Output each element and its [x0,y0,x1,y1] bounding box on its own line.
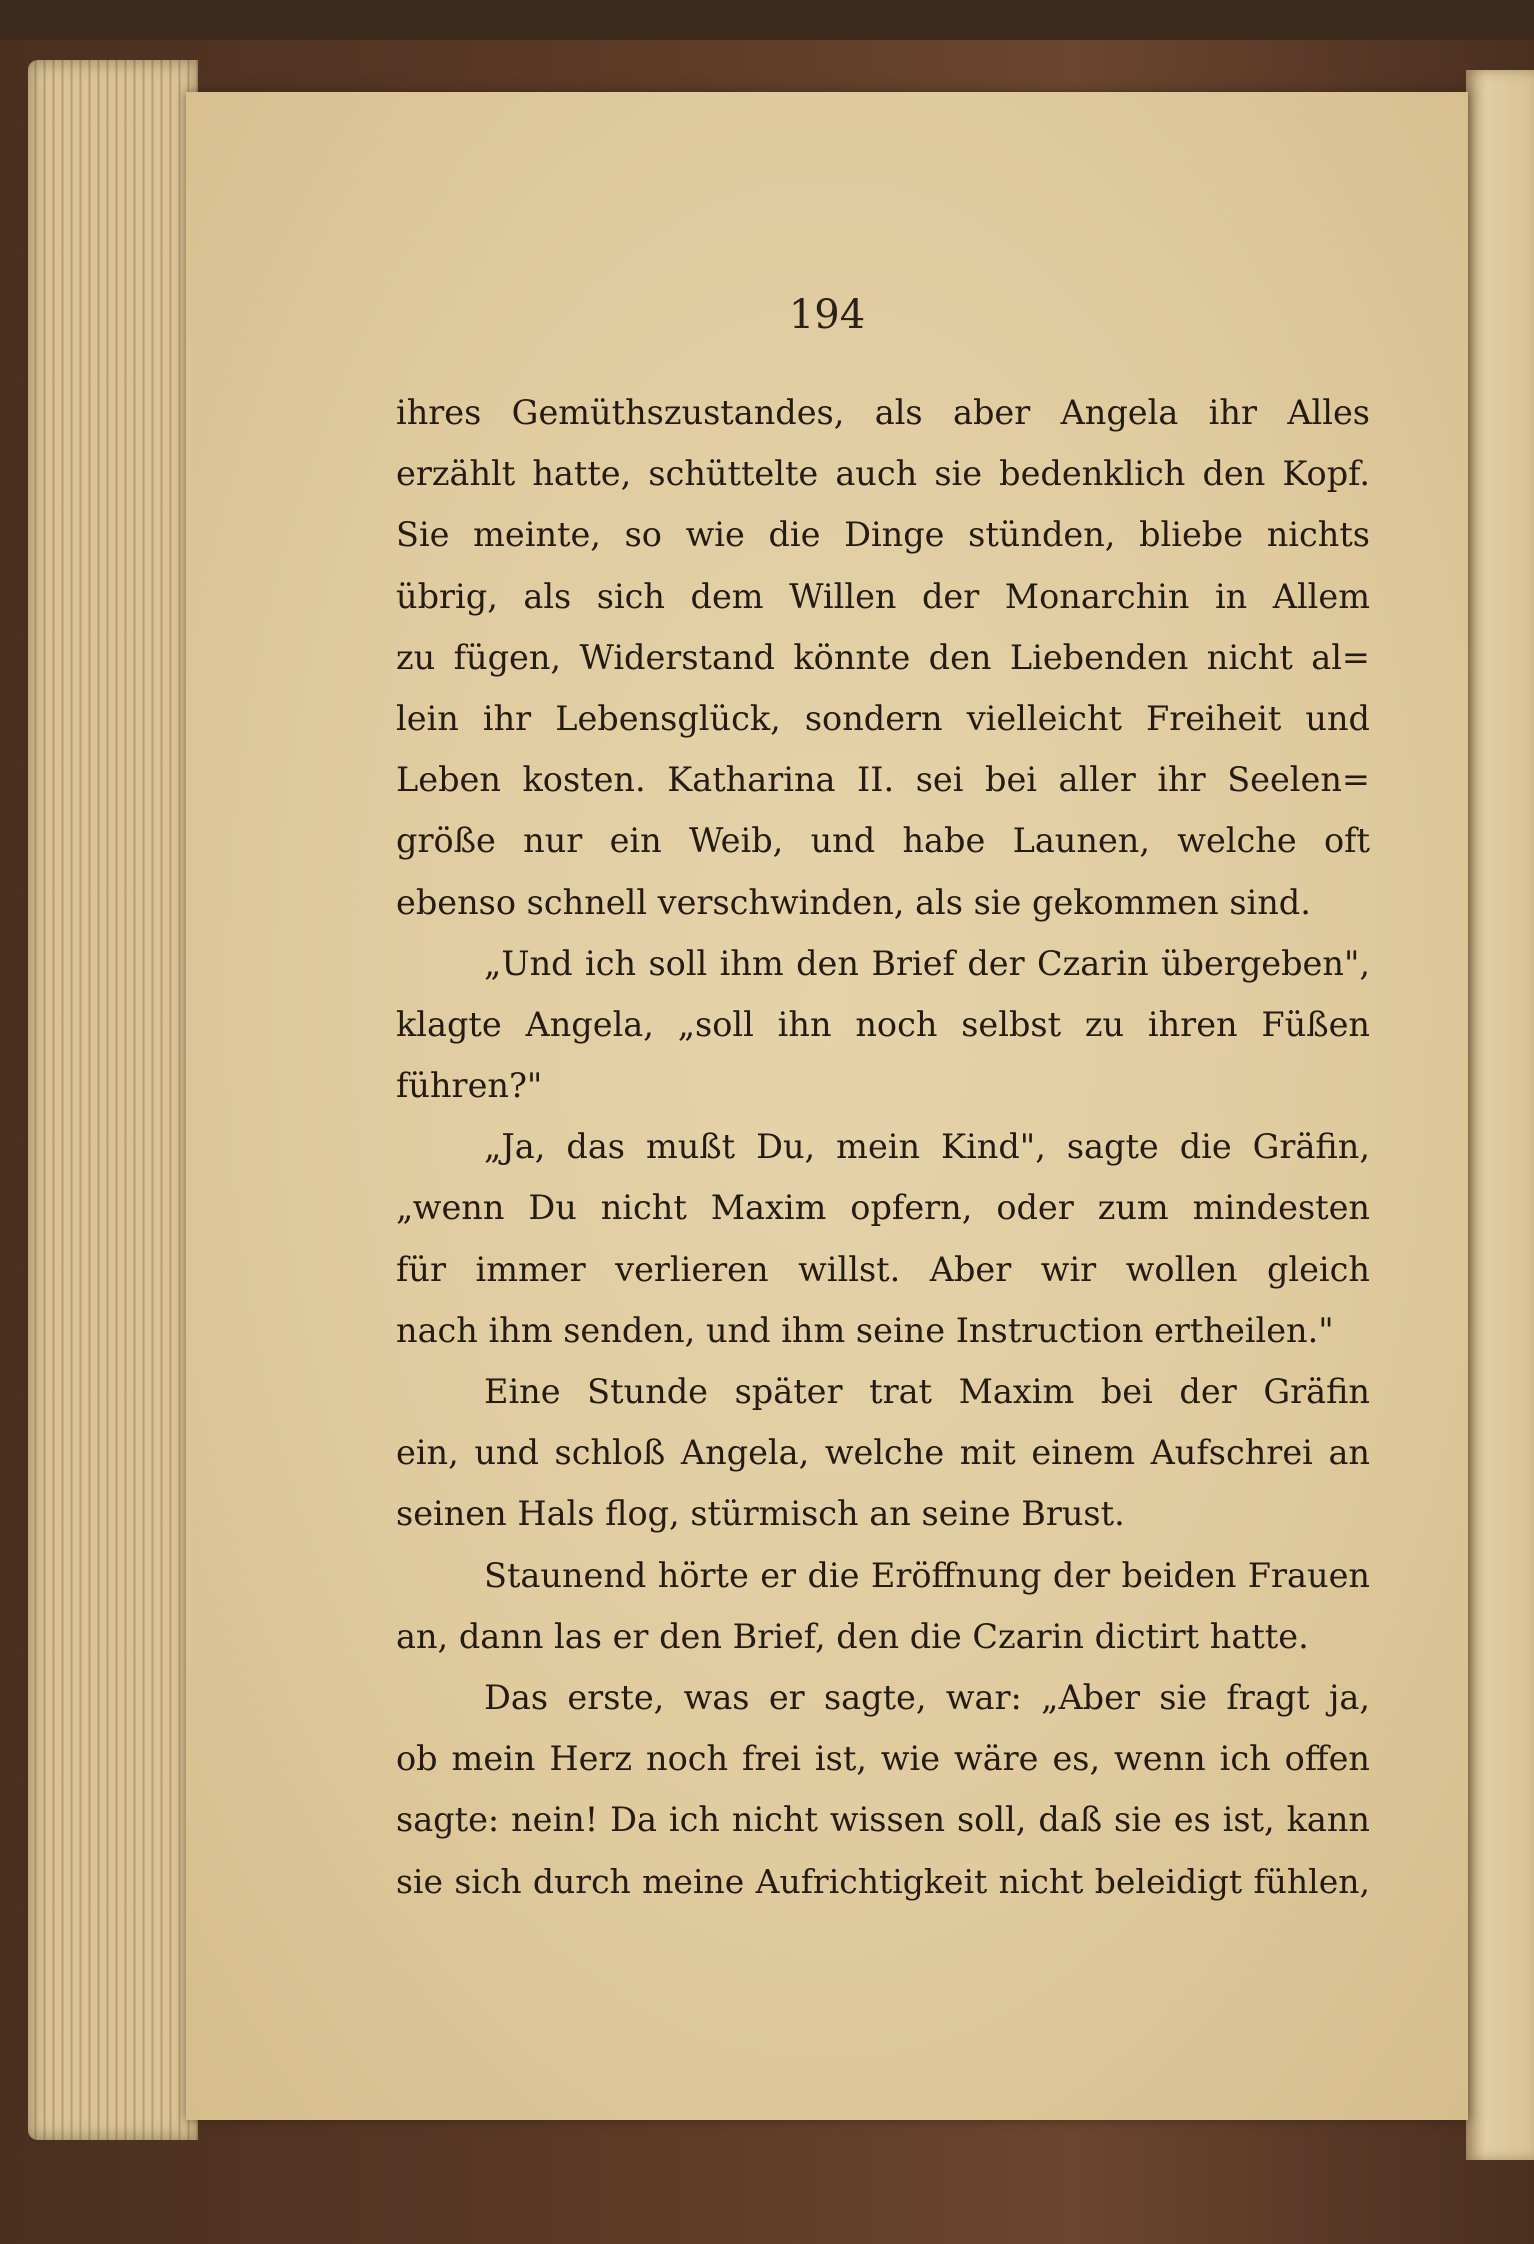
text-line: „Ja, das mußt Du, mein Kind", sagte die Gräfin, [484,1127,1370,1167]
text-line: an, dann las er den Brief, den die Czarin dictirt hatte. [396,1616,1309,1656]
text-line: Das erste, was er sagte, war: „Aber sie fragt ja, [484,1677,1370,1717]
text-line: ihres Gemüthszustandes, als aber Angela ihr Alles [396,393,1370,432]
text-line: übrig, als sich dem Willen der Monarchin in Allem [396,576,1370,616]
book-page [186,92,1468,2120]
text-line: seinen Hals flog, stürmisch an seine Brust. [396,1494,1125,1534]
text-line: ein, und schloß Angela, welche mit einem Aufschrei an [396,1433,1370,1473]
text-line: Staunend hörte er die Eröffnung der beiden Frauen [484,1555,1370,1595]
text-line: zu fügen, Widerstand könnte den Liebenden nicht al= [396,637,1370,677]
text-line: Sie meinte, so wie die Dinge stünden, bliebe nichts [396,515,1370,555]
page-edges [28,60,198,2140]
text-line: Leben kosten. Katharina II. sei bei aller ihr Seelen= [396,760,1370,800]
text-line: führen?" [396,1066,543,1106]
text-line: ebenso schnell verschwinden, als sie gekommen sind. [396,882,1311,922]
text-line: „Und ich soll ihm den Brief der Czarin übergeben", [484,943,1370,983]
adjacent-page-edge [1466,70,1534,2160]
text-line: ob mein Herz noch frei ist, wie wäre es, wenn ich offen [396,1739,1370,1779]
page-number: 194 [788,292,866,338]
text-line: für immer verlieren willst. Aber wir wollen gleich [396,1249,1370,1289]
text-line: klagte Angela, „soll ihn noch selbst zu ihren Füßen [396,1004,1370,1044]
text-line: sie sich durch meine Aufrichtigkeit nicht beleidigt fühlen, [396,1861,1370,1901]
text-line: „wenn Du nicht Maxim opfern, oder zum mindesten [396,1188,1370,1228]
text-line: sagte: nein! Da ich nicht wissen soll, daß sie es ist, kann [396,1800,1370,1840]
text-line: nach ihm senden, und ihm seine Instruction ertheilen." [396,1310,1334,1350]
page-text [396,382,1370,1912]
text-line: größe nur ein Weib, und habe Launen, welche oft [396,821,1370,861]
text-line: erzählt hatte, schüttelte auch sie bedenklich den Kopf. [396,454,1370,494]
text-line: lein ihr Lebensglück, sondern vielleicht Freiheit und [396,698,1370,738]
text-line: Eine Stunde später trat Maxim bei der Gräfin [484,1372,1370,1411]
